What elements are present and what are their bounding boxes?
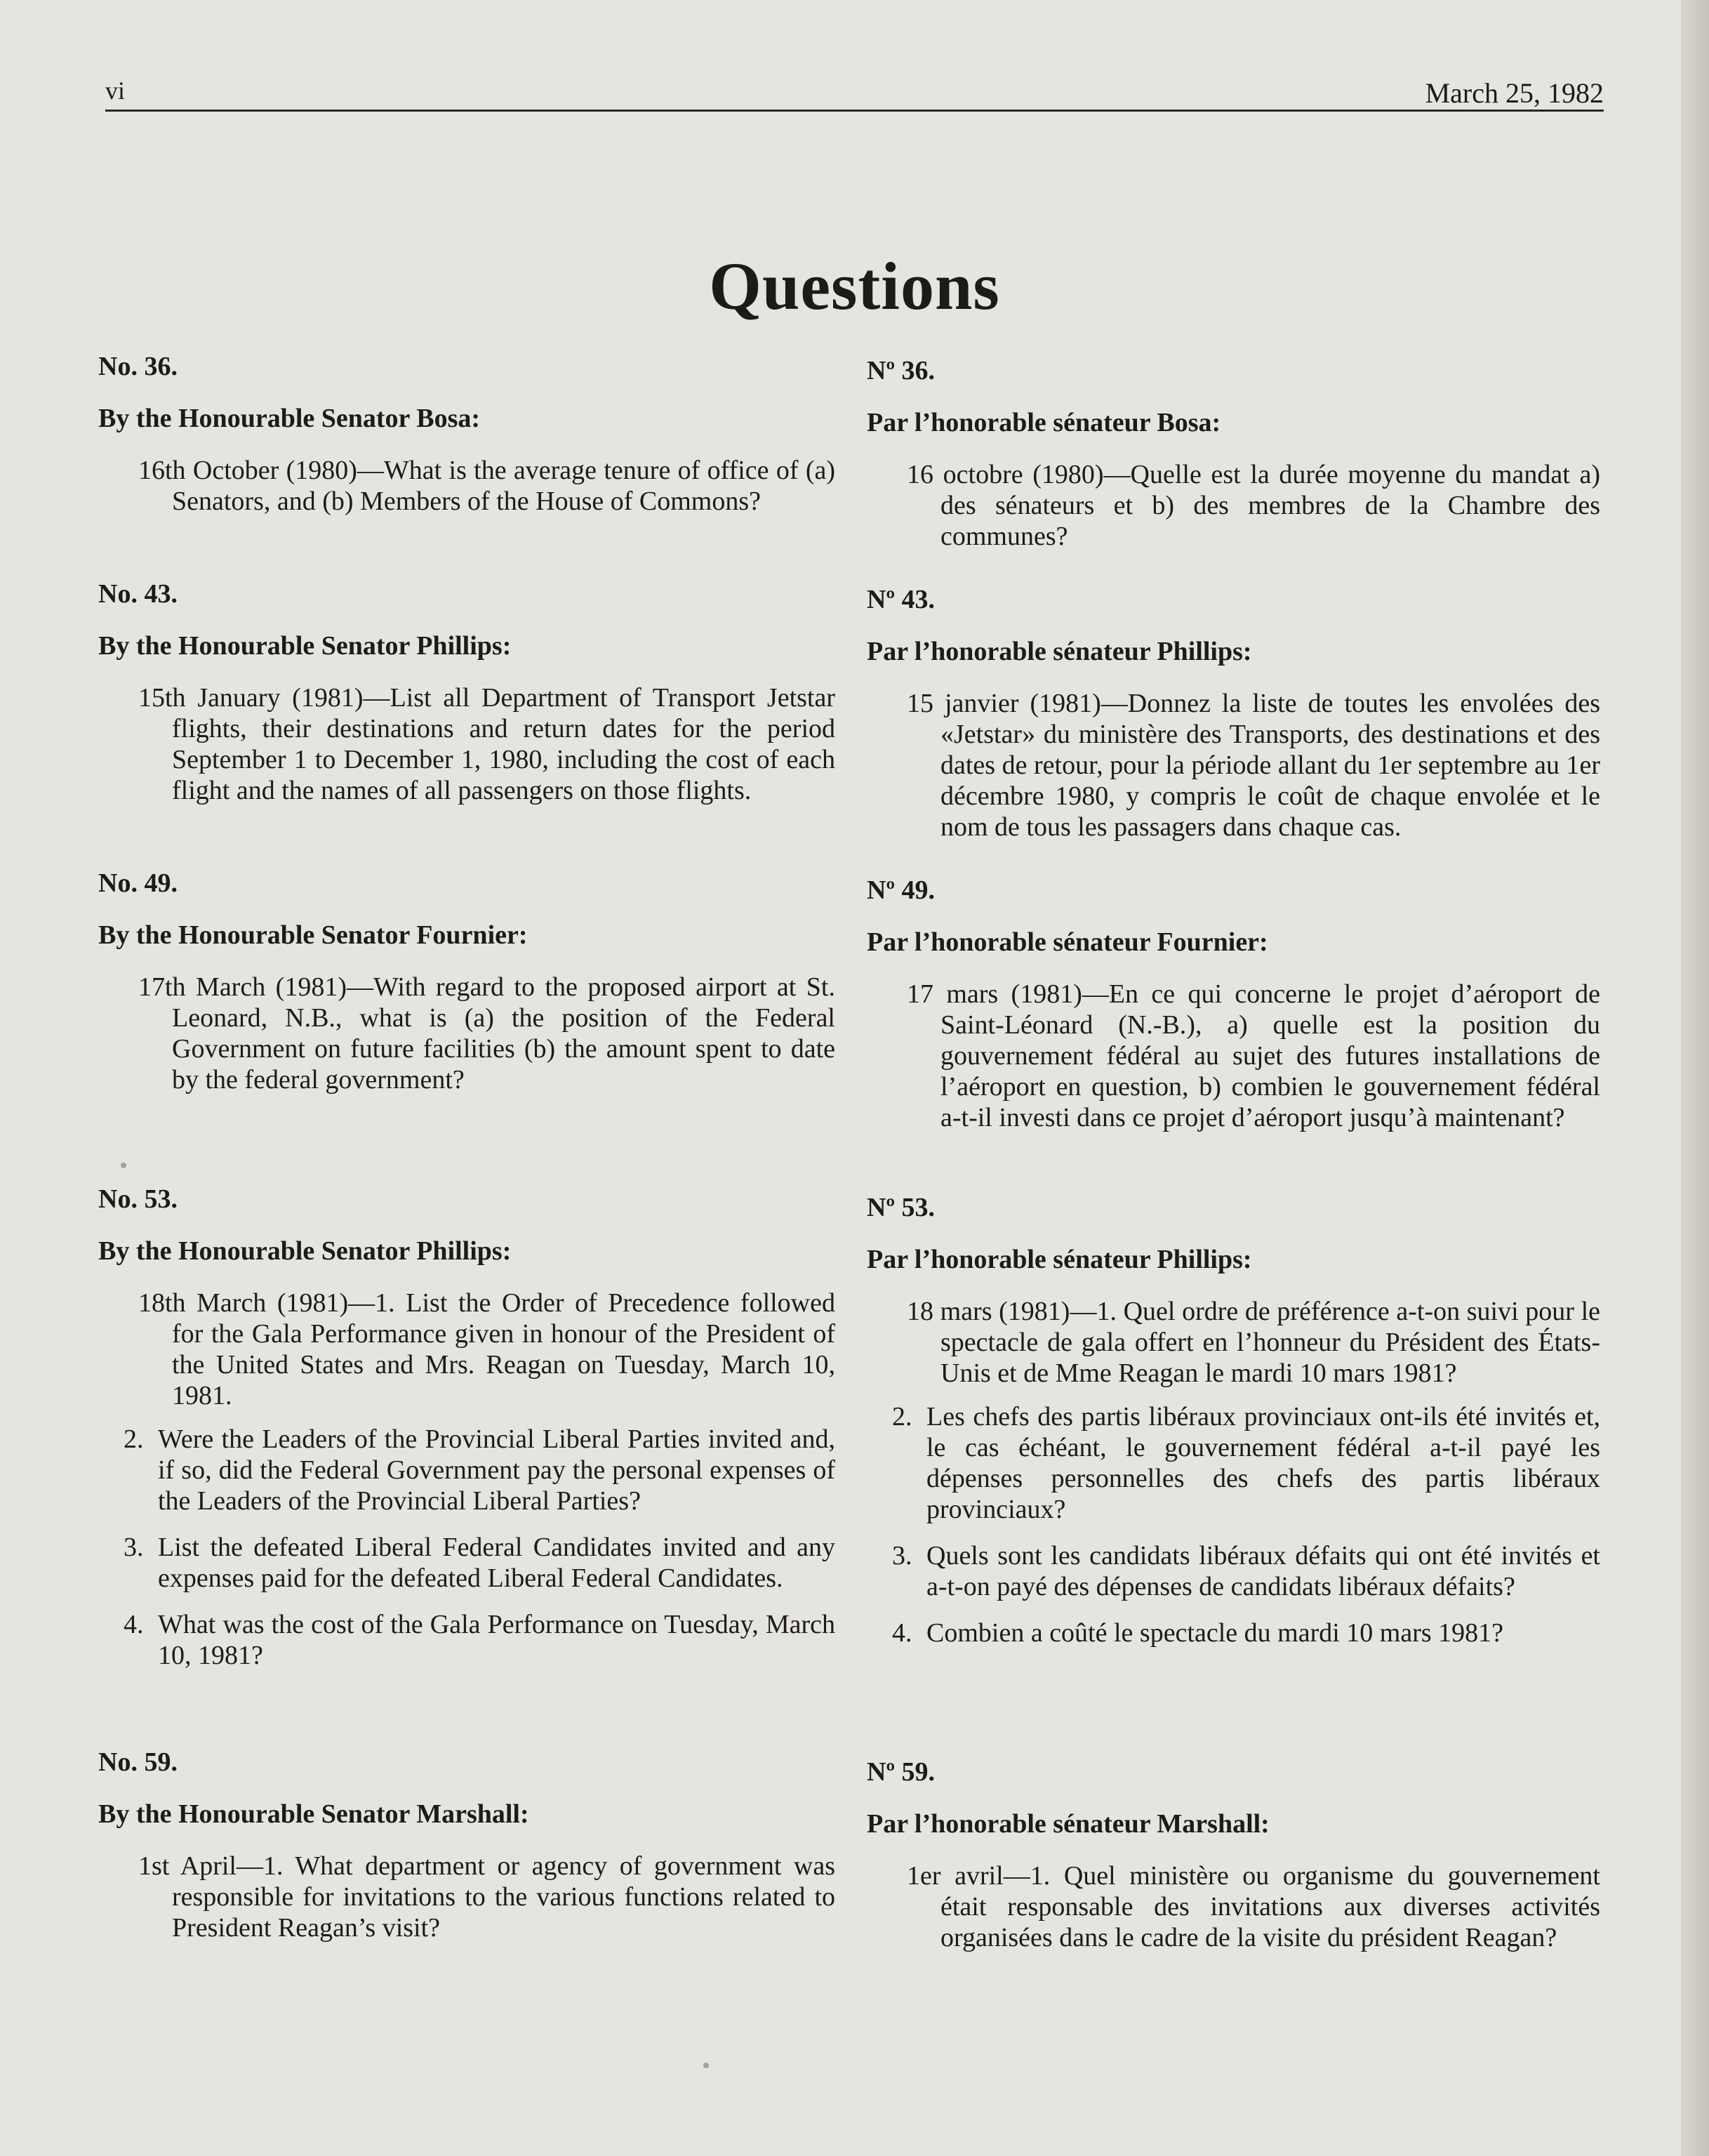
question-number: No. 43. [98,579,178,609]
question-number: No. 59. [98,1747,178,1777]
sub-question-text: Were the Leaders of the Provincial Liberal Parties invited and, if so, did the Federal Government pay the personal expenses of the Leaders of the Provincial Liberal Parties? [158,1424,835,1516]
sub-question-text: Quels sont les candidats libéraux défaits qui ont été invités et a-t-on payé des dépenses de candidats libéraux défaits? [926,1541,1600,1601]
sub-question-list [867,1401,1600,1648]
question-author: By the Honourable Senator Fournier: [98,920,528,950]
question-text: 15 janvier (1981)—Donnez la liste de toutes les envolées des «Jetstar» du ministère des Transports, des destinations et des dates de retour, pour la période allant du 1er septembre au 1er décembre 1980, y compris le coût de chaque envolée et le nom de tous les passagers dans chaque cas. [907,689,1600,842]
sub-question [867,1618,1600,1648]
question-block [867,1757,1600,1953]
question-text: 1er avril—1. Quel ministère ou organisme du gouvernement était responsable des invitations aux diverses activités organisées dans le cadre de la visite du président Reagan? [907,1861,1600,1952]
question-author: Par l’honorable sénateur Phillips: [867,637,1252,666]
sub-question-number: 2. [124,1424,144,1454]
question-number: No. 36. [98,352,178,381]
page-number: vi [105,77,126,105]
question-text: 16 octobre (1980)—Quelle est la durée moyenne du mandat a) des sénateurs et b) des membres de la Chambre des communes? [907,460,1600,551]
question-block [867,875,1600,1133]
question-number: Nº 43. [867,585,935,614]
question-number: Nº 49. [867,875,935,905]
page-header [105,67,1604,112]
question-block [867,355,1600,552]
print-speck [121,1163,126,1168]
print-speck [703,2063,709,2068]
question-author: Par l’honorable sénateur Marshall: [867,1809,1270,1839]
question-number: No. 53. [98,1184,178,1214]
sub-question-number: 2. [892,1402,912,1431]
question-author: By the Honourable Senator Bosa: [98,404,481,433]
header-date: March 25, 1982 [1425,77,1604,109]
sub-question-text: What was the cost of the Gala Performance on Tuesday, March 10, 1981? [158,1610,835,1670]
question-block [98,578,835,806]
question-text: 1st April—1. What department or agency of government was responsible for invitations to the various functions related to President Reagan’s visit? [138,1851,835,1943]
question-text: 17th March (1981)—With regard to the proposed airport at St. Leonard, N.B., what is (a) the position of the Federal Government on future facilities (b) the amount spent to date by the federal government? [138,972,835,1094]
question-author: By the Honourable Senator Phillips: [98,1236,512,1266]
sub-question-number: 3. [124,1533,144,1562]
question-author: By the Honourable Senator Marshall: [98,1799,529,1829]
question-block [98,1747,835,1943]
question-text: 18 mars (1981)—1. Quel ordre de préférence a-t-on suivi pour le spectacle de gala offert en l’honneur du Président des États-Unis et de Mme Reagan le mardi 10 mars 1981? [907,1297,1600,1388]
sub-question-text: List the defeated Liberal Federal Candidates invited and any expenses paid for the defeated Liberal Federal Candidates. [158,1533,835,1593]
sub-question [98,1424,835,1516]
sub-question [98,1609,835,1671]
sub-question-text: Les chefs des partis libéraux provinciaux ont-ils été invités et, le cas échéant, le gouvernement fédéral a-t-il payé les dépenses personnelles des chefs des partis libéraux provinciaux? [926,1402,1600,1524]
page-title: Questions [709,249,1000,324]
question-author: By the Honourable Senator Phillips: [98,631,512,661]
sub-question-text: Combien a coûté le spectacle du mardi 10 mars 1981? [926,1618,1504,1648]
sub-question [867,1401,1600,1525]
question-number: Nº 59. [867,1757,935,1787]
sub-question [98,1532,835,1594]
question-text: 15th January (1981)—List all Department of Transport Jetstar flights, their destinations and return dates for the period September 1 to December 1, 1980, including the cost of each flight and the names of all passengers on those flights. [138,683,835,805]
question-text: 18th March (1981)—1. List the Order of Precedence followed for the Gala Performance given in honour of the President of the United States and Mrs. Reagan on Tuesday, March 10, 1981. [138,1288,835,1410]
question-author: Par l’honorable sénateur Bosa: [867,408,1221,437]
question-author: Par l’honorable sénateur Phillips: [867,1245,1252,1274]
question-text: 16th October (1980)—What is the average tenure of office of (a) Senators, and (b) Members of the House of Commons? [138,456,835,516]
question-block [98,351,835,517]
question-text: 17 mars (1981)—En ce qui concerne le projet d’aéroport de Saint-Léonard (N.-B.), a) quelle est la position du gouvernement fédéral au sujet des futures installations de l’aéroport en question, b) combien le gouvernement fédéral a-t-il investi dans ce projet d’aéroport jusqu’à maintenant? [907,979,1600,1132]
sub-question-list [98,1424,835,1671]
question-author: Par l’honorable sénateur Fournier: [867,927,1268,957]
question-number: Nº 36. [867,356,935,385]
sub-question [867,1540,1600,1602]
question-number: No. 49. [98,868,178,898]
question-block [867,584,1600,842]
question-number: Nº 53. [867,1193,935,1222]
sub-question-number: 3. [892,1541,912,1570]
sub-question-number: 4. [892,1618,912,1648]
question-block [867,1192,1600,1664]
question-block [98,1184,835,1686]
sub-question-number: 4. [124,1610,144,1639]
question-block [98,868,835,1095]
